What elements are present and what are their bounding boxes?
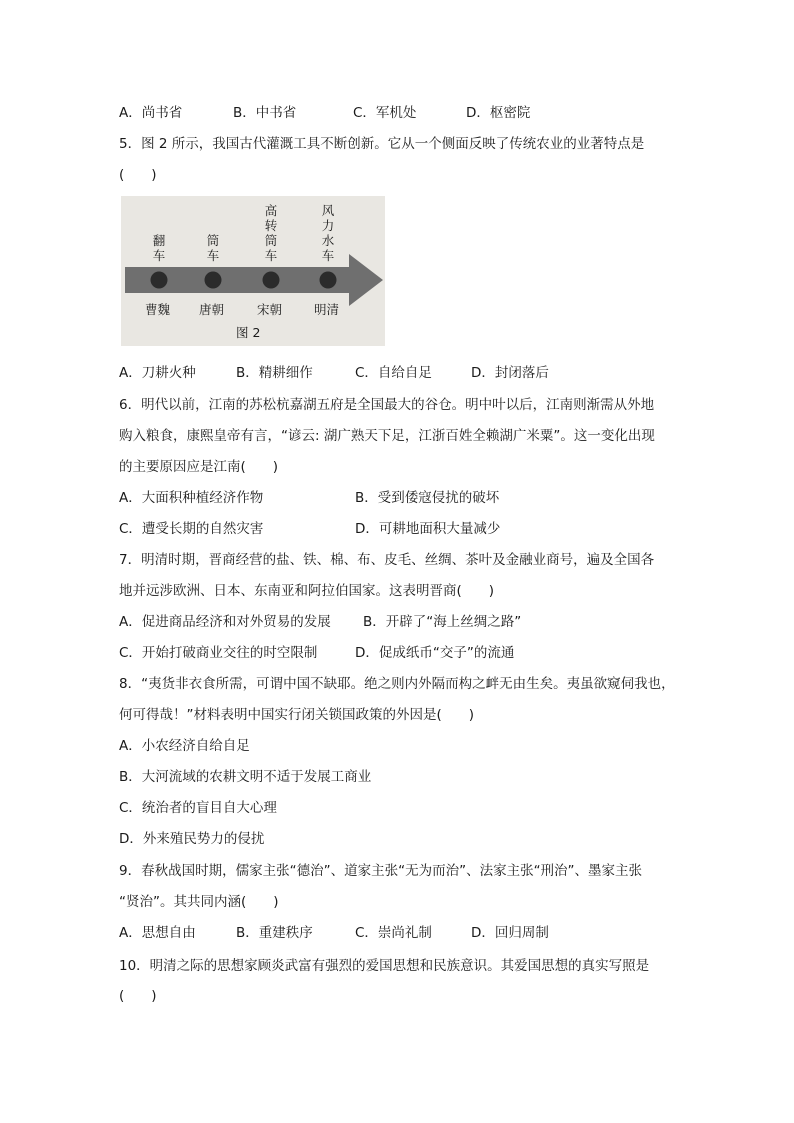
era-label-song: 宋朝 xyxy=(257,302,283,317)
q9-option-d: D．回归周制 xyxy=(471,925,549,941)
q4-option-a: A．尚书省 xyxy=(119,105,183,121)
q6-option-a: A．大面积种植经济作物 xyxy=(119,490,264,506)
q8-stem-line1: 8．“夷货非衣食所需，可谓中国不缺耶。绝之则内外隔而构之衅无由生矣。夷虽欲窥伺我也， xyxy=(119,676,675,692)
q6-option-c: C．遭受长期的自然灾害 xyxy=(119,521,264,537)
era-label-mingqing: 明清 xyxy=(314,302,340,317)
q7-option-b: B．开辟了“海上丝绸之路” xyxy=(363,614,522,630)
q7-stem-line2: 地并远涉欧洲、日本、东南亚和阿拉伯国家。这表明晋商( ) xyxy=(119,583,495,599)
q4-option-d: D．枢密院 xyxy=(466,105,531,121)
q5-option-b: B．精耕细作 xyxy=(236,365,313,381)
q4-option-b: B．中书省 xyxy=(233,105,297,121)
tool-label-char: 翻 xyxy=(152,233,166,248)
tool-label-char: 筒 xyxy=(264,233,278,248)
tool-label-char: 水 xyxy=(321,233,335,248)
q7-stem-line1: 7．明清时期，晋商经营的盐、铁、棉、布、皮毛、丝绸、茶叶及金融业商号，遍及全国各 xyxy=(119,552,655,568)
q6-stem-line3: 的主要原因应是江南( ) xyxy=(119,459,279,475)
q6-stem-line2: 购入粮食，康熙皇帝有言，“谚云: 湖广熟天下足，江浙百姓全赖湖广米粟”。这一变化出现 xyxy=(119,428,655,444)
q6-option-d: D．可耕地面积大量减少 xyxy=(355,521,501,537)
q4-option-c: C．军机处 xyxy=(353,105,417,121)
q7-option-d: D．促成纸币“交子”的流通 xyxy=(355,645,515,661)
q5-option-d: D．封闭落后 xyxy=(471,365,549,381)
q7-option-a: A．促进商品经济和对外贸易的发展 xyxy=(119,614,331,630)
tool-label-char: 车 xyxy=(206,248,220,263)
q9-option-a: A．思想自由 xyxy=(119,925,196,941)
tool-label-char: 力 xyxy=(321,218,335,233)
q8-option-d: D．外来殖民势力的侵扰 xyxy=(119,831,265,847)
q9-stem-line2: “贤治”。其共同内涵( ) xyxy=(119,894,279,910)
q5-option-a: A．刀耕火种 xyxy=(119,365,196,381)
tool-label-text xyxy=(206,233,220,263)
tool-label-tongche xyxy=(206,233,220,263)
q9-option-c: C．崇尚礼制 xyxy=(355,925,432,941)
tool-label-char: 车 xyxy=(264,248,278,263)
q8-stem-line2: 何可得哉！”材料表明中国实行闭关锁国政策的外因是( ) xyxy=(119,707,475,723)
q10-stem-line1: 10．明清之际的思想家顾炎武富有强烈的爱国思想和民族意识。其爱国思想的真实写照是 xyxy=(119,958,650,974)
figure-caption: 图 2 xyxy=(236,325,261,340)
tool-label-char: 车 xyxy=(152,248,166,263)
era-label-tang: 唐朝 xyxy=(199,302,225,317)
tool-label-char: 筒 xyxy=(206,233,220,248)
tool-label-char: 高 xyxy=(264,203,278,218)
era-label-caowei: 曹魏 xyxy=(145,302,171,317)
tool-label-char: 转 xyxy=(264,218,278,233)
q6-option-b: B．受到倭寇侵扰的破坏 xyxy=(355,490,500,506)
figure-2-irrigation-timeline xyxy=(121,196,385,346)
q8-option-b: B．大河流域的农耕文明不适于发展工商业 xyxy=(119,769,372,785)
q8-option-a: A．小农经济自给自足 xyxy=(119,738,250,754)
tool-label-fanche xyxy=(152,233,166,263)
q9-stem-line1: 9．春秋战国时期，儒家主张“德治”、道家主张“无为而治”、法家主张“刑治”、墨家主张 xyxy=(119,863,643,879)
q8-option-c: C．统治者的盲目自大心理 xyxy=(119,800,277,816)
q5-option-c: C．自给自足 xyxy=(355,365,432,381)
q7-option-c: C．开始打破商业交往的时空限制 xyxy=(119,645,318,661)
tool-label-text xyxy=(264,203,278,263)
tool-label-gaozhuan-tongche xyxy=(264,203,278,263)
q6-stem-line1: 6．明代以前，江南的苏松杭嘉湖五府是全国最大的谷仓。明中叶以后，江南则渐需从外地 xyxy=(119,397,655,413)
tool-label-text xyxy=(321,203,335,263)
q9-option-b: B．重建秩序 xyxy=(236,925,313,941)
tool-label-fengli-shuiche xyxy=(321,203,335,263)
tool-label-char: 风 xyxy=(321,203,335,218)
q5-stem-line2: ( ) xyxy=(119,167,157,183)
tool-label-char: 车 xyxy=(321,248,335,263)
q5-stem-line1: 5．图 2 所示，我国古代灌溉工具不断创新。它从一个侧面反映了传统农业的业著特点是 xyxy=(119,136,645,152)
tool-label-text xyxy=(152,233,166,263)
q10-stem-line2: ( ) xyxy=(119,988,157,1004)
